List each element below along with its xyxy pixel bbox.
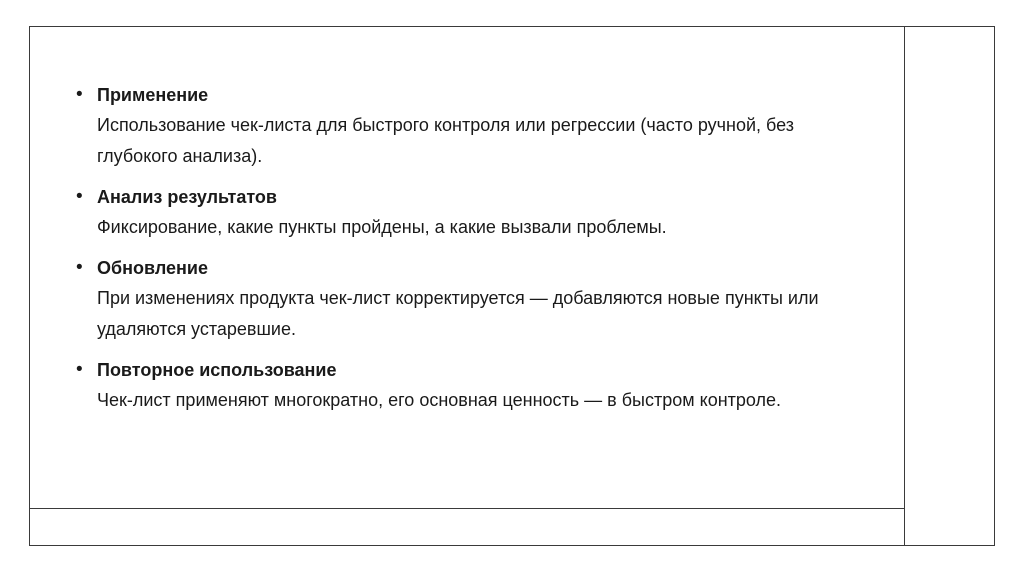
- list-item: [76, 80, 876, 172]
- bullet-icon: •: [76, 84, 83, 105]
- item-title: Обновление: [97, 258, 208, 278]
- item-text: Использование чек-листа для быстрого контроля или регрессии (часто ручной, без глубокого анализа).: [97, 115, 795, 166]
- item-title: Анализ результатов: [97, 187, 277, 207]
- item-title: Применение: [97, 85, 209, 105]
- list-item: [76, 253, 876, 345]
- bullet-icon: •: [76, 359, 83, 380]
- slide-content: [76, 80, 876, 426]
- item-title: Повторное использование: [97, 360, 337, 380]
- list-item: [76, 355, 876, 416]
- slide-bottom-divider: [29, 508, 904, 509]
- item-text: При изменениях продукта чек-лист корректируется — добавляются новые пункты или удаляются устаревшие.: [97, 288, 819, 339]
- list-item: [76, 182, 876, 243]
- item-text: Фиксирование, какие пункты пройдены, а какие вызвали проблемы.: [97, 217, 667, 237]
- item-text: Чек-лист применяют многократно, его основная ценность — в быстром контроле.: [97, 390, 782, 410]
- slide-right-divider: [904, 26, 905, 546]
- bullet-icon: •: [76, 186, 83, 207]
- bullet-icon: •: [76, 257, 83, 278]
